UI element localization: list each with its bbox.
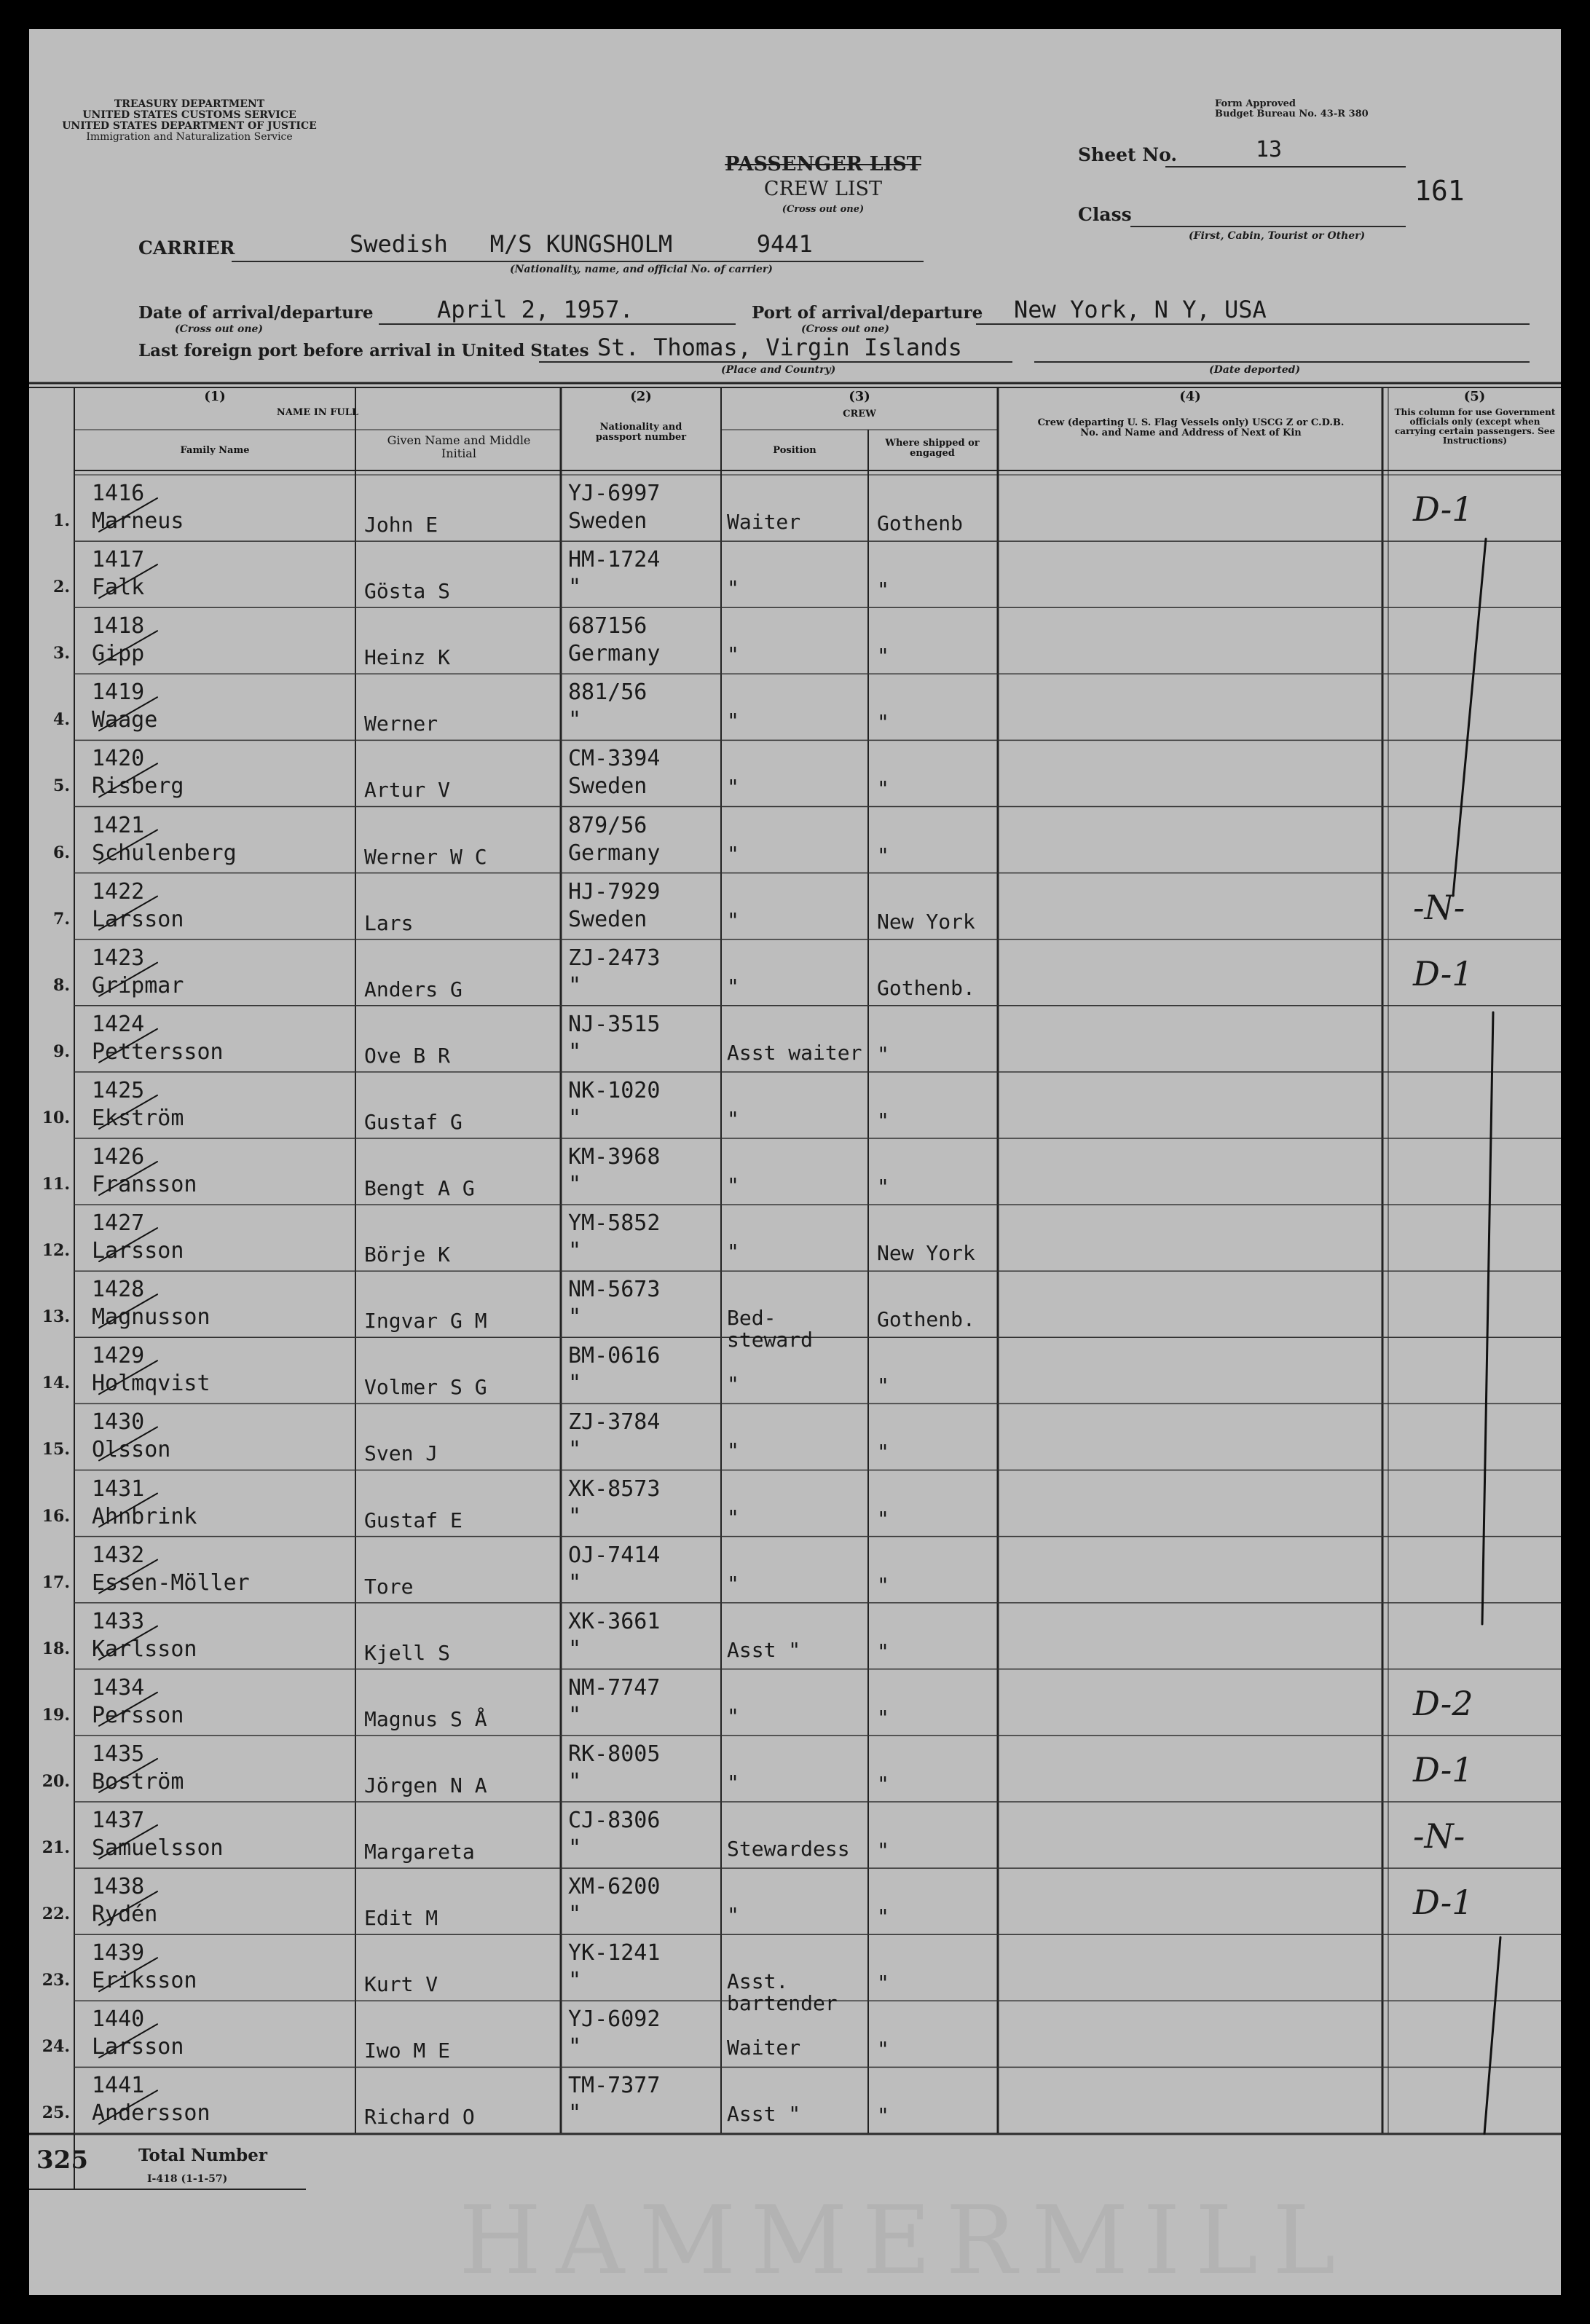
where-shipped: " [877, 1440, 889, 1465]
position-header: Position [773, 445, 816, 456]
position: " [727, 1770, 739, 1795]
total-number-label: Total Number [138, 2146, 268, 2165]
position: " [727, 1106, 739, 1131]
where-shipped-header: Where shipped or engaged [885, 438, 980, 459]
nationality: " [568, 1835, 582, 1861]
row-number: 23. [42, 1971, 70, 1990]
where-shipped: " [877, 1506, 889, 1531]
given-name: Ingvar G M [364, 1309, 487, 1334]
given-name: Gösta S [364, 579, 451, 604]
given-name: Werner [364, 712, 438, 736]
where-shipped: New York [877, 1241, 975, 1266]
nationality: Germany [568, 641, 661, 667]
table-row [29, 1403, 1561, 1470]
title-note: (Cross out one) [782, 204, 865, 215]
given-name: Artur V [364, 778, 451, 803]
position: " [727, 1240, 739, 1264]
where-shipped: " [877, 1771, 889, 1796]
crew-id: 1437 [92, 1808, 145, 1833]
table-row [29, 1802, 1561, 1868]
passport-number: 879/56 [568, 812, 648, 838]
family-name: Ahnbrink [92, 1503, 197, 1529]
position: " [727, 576, 739, 601]
position: " [727, 775, 739, 800]
row-number: 17. [42, 1572, 70, 1592]
crew-id: 1425 [92, 1077, 145, 1103]
official-mark: -N- [1413, 887, 1465, 927]
family-name: Olsson [92, 1437, 171, 1463]
given-name: Bengt A G [364, 1176, 475, 1200]
where-shipped: Gothenb. [877, 1307, 975, 1332]
crew-id: 1430 [92, 1409, 145, 1435]
crew-id: 1418 [92, 613, 145, 639]
where-shipped: " [877, 1572, 889, 1597]
nationality: Sweden [568, 508, 648, 534]
crew-id: 1422 [92, 878, 145, 905]
family-name: Larsson [92, 1238, 184, 1264]
sheet-no-label: Sheet No. [1078, 144, 1178, 165]
family-name: Gripmar [92, 972, 184, 998]
nationality: Sweden [568, 773, 648, 800]
position: " [727, 974, 739, 998]
deported-note: (Date deported) [1209, 364, 1301, 376]
official-mark: D-2 [1413, 1683, 1473, 1723]
where-shipped: " [877, 843, 889, 867]
given-name: Iwo M E [364, 2039, 451, 2063]
given-name: Ove B R [364, 1043, 451, 1068]
budget-number: Budget Bureau No. 43-R 380 [1215, 109, 1369, 119]
where-shipped: " [877, 1175, 889, 1199]
where-shipped: " [877, 1705, 889, 1730]
class-value: 161 [1414, 175, 1465, 207]
crew-id: 1439 [92, 1940, 145, 1966]
crew-id: 1438 [92, 1874, 145, 1900]
row-number: 10. [42, 1108, 70, 1127]
family-name: Waage [92, 707, 158, 733]
family-name: Gipp [92, 641, 145, 667]
given-name: John E [364, 513, 438, 537]
where-shipped: " [877, 1905, 889, 1929]
carrier-value: Swedish M/S KUNGSHOLM 9441 [350, 230, 813, 258]
crew-id: 1419 [92, 680, 145, 706]
arrival-date-label: Date of arrival/departure [138, 303, 374, 323]
row-number: 1. [53, 511, 70, 530]
col4-header [998, 389, 1382, 404]
position: " [727, 1903, 739, 1928]
family-name: Holmqvist [92, 1371, 210, 1397]
nationality: " [568, 972, 582, 998]
crew-id: 1432 [92, 1542, 145, 1568]
crew-id: 1427 [92, 1210, 145, 1237]
watermark: HAMMERMILL [459, 2185, 1350, 2295]
passport-number: YK-1241 [568, 1940, 661, 1966]
given-name: Volmer S G [364, 1375, 487, 1400]
agency-line: Immigration and Naturalization Service [86, 131, 293, 143]
last-port-note: (Place and Country) [721, 364, 836, 376]
carrier-label: CARRIER [138, 237, 235, 259]
crew-id: 1424 [92, 1011, 145, 1037]
crew-id: 1428 [92, 1277, 145, 1303]
position: " [727, 642, 739, 667]
agency-line: UNITED STATES CUSTOMS SERVICE [82, 109, 296, 121]
where-shipped: " [877, 2037, 889, 2062]
given-name: Richard O [364, 2105, 475, 2130]
table-row [29, 873, 1561, 940]
where-shipped: New York [877, 909, 975, 934]
nationality-header: Nationality and passport number [595, 422, 687, 443]
where-shipped: " [877, 710, 889, 735]
official-mark: D-1 [1413, 953, 1473, 993]
family-name-header: Family Name [180, 445, 250, 456]
row-number: 14. [42, 1374, 70, 1393]
family-name: Rydén [92, 1902, 158, 1928]
family-name: Fransson [92, 1172, 197, 1197]
family-name: Falk [92, 575, 145, 601]
nationality: " [568, 1437, 582, 1463]
position: " [727, 1372, 739, 1397]
row-number: 18. [42, 1639, 70, 1658]
crew-id: 1416 [92, 481, 145, 506]
crew-id: 1434 [92, 1674, 145, 1701]
passport-number: HM-1724 [568, 547, 661, 573]
nationality: " [568, 1304, 582, 1331]
position: Asst waiter [727, 1040, 862, 1065]
given-name: Margareta [364, 1840, 475, 1864]
nationality: " [568, 1172, 582, 1197]
agency-line: TREASURY DEPARTMENT [114, 98, 265, 110]
passport-number: ZJ-3784 [568, 1409, 661, 1435]
given-name-header: Given Name and Middle Initial [387, 433, 531, 460]
position: Waiter [727, 2036, 801, 2060]
nationality: " [568, 1636, 582, 1662]
nationality: " [568, 1902, 582, 1928]
passport-number: HJ-7929 [568, 878, 661, 905]
crew-id: 1433 [92, 1608, 145, 1634]
family-name: Andersson [92, 2100, 210, 2127]
row-number: 11. [42, 1175, 70, 1194]
col1-title: NAME IN FULL [276, 407, 359, 418]
given-name: Kurt V [364, 1972, 438, 1997]
official-mark: D-1 [1413, 1883, 1473, 1923]
position-line2: steward [727, 1328, 814, 1352]
nationality: " [568, 1238, 582, 1264]
next-of-kin-header: Crew (departing U. S. Flag Vessels only) USCG Z or C.D.B. No. and Name and Address of Next of Kin [1037, 417, 1345, 438]
last-port-label: Last foreign port before arrival in United States [138, 341, 589, 361]
family-name: Larsson [92, 2034, 184, 2060]
passport-number: RK-8005 [568, 1741, 661, 1767]
position: " [727, 841, 739, 866]
position: Asst " [727, 1637, 801, 1662]
table-row [29, 2001, 1561, 2067]
passport-number: CJ-8306 [568, 1808, 661, 1833]
port-label: Port of arrival/departure [752, 303, 983, 323]
given-name: Kjell S [364, 1640, 451, 1665]
passport-number: NM-7747 [568, 1674, 661, 1701]
col2-number: (2) [630, 389, 652, 404]
passport-number: TM-7377 [568, 2073, 661, 2099]
class-label: Class [1078, 204, 1132, 225]
family-name: Marneus [92, 508, 184, 534]
position: Waiter [727, 510, 801, 534]
row-number: 12. [42, 1241, 70, 1261]
official-mark: D-1 [1413, 489, 1473, 529]
nationality: " [568, 2034, 582, 2060]
nationality: Sweden [568, 906, 648, 932]
family-name: Schulenberg [92, 840, 237, 866]
position: " [727, 1571, 739, 1596]
passenger-list-title: PASSENGER LIST [725, 153, 921, 176]
table-row [29, 1072, 1561, 1138]
passport-number: YJ-6092 [568, 2006, 661, 2033]
nationality: " [568, 1105, 582, 1131]
carrier-note: (Nationality, name, and official No. of carrier) [510, 264, 773, 275]
nationality: " [568, 1039, 582, 1065]
crew-id: 1440 [92, 2006, 145, 2033]
where-shipped: " [877, 1108, 889, 1133]
where-shipped: " [877, 1374, 889, 1398]
row-number: 16. [42, 1506, 70, 1526]
table-row [29, 1537, 1561, 1603]
where-shipped: " [877, 1639, 889, 1663]
position: " [727, 1438, 739, 1463]
col5-header [1388, 389, 1561, 404]
position: " [727, 1173, 739, 1197]
nationality: " [568, 1503, 582, 1529]
crew-list-form [29, 29, 1561, 2295]
col3-header [721, 389, 998, 404]
official-mark: -N- [1413, 1816, 1465, 1856]
where-shipped: " [877, 1041, 889, 1066]
passport-number: XK-3661 [568, 1608, 661, 1634]
row-number: 20. [42, 1771, 70, 1791]
table-row [29, 1006, 1561, 1072]
given-name: Lars [364, 910, 414, 935]
nationality: " [568, 1768, 582, 1795]
class-note: (First, Cabin, Tourist or Other) [1189, 230, 1366, 242]
nationality: " [568, 707, 582, 733]
table-row [29, 1271, 1561, 1352]
arrival-date-value: April 2, 1957. [437, 296, 634, 323]
row-number: 8. [53, 975, 70, 995]
passport-number: NK-1020 [568, 1077, 661, 1103]
table-row [29, 1337, 1561, 1403]
col3-number: (3) [849, 389, 870, 404]
family-name: Samuelsson [92, 1835, 224, 1861]
passport-number: OJ-7414 [568, 1542, 661, 1568]
table-row [29, 475, 1561, 541]
crew-id: 1431 [92, 1476, 145, 1502]
row-number: 19. [42, 1705, 70, 1725]
nationality: " [568, 1702, 582, 1728]
passport-number: CM-3394 [568, 746, 661, 772]
table-row [29, 1603, 1561, 1669]
row-number: 7. [53, 909, 70, 929]
row-number: 6. [53, 843, 70, 862]
passport-number: YM-5852 [568, 1210, 661, 1237]
crew-id: 1423 [92, 945, 145, 971]
family-name: Boström [92, 1768, 184, 1795]
official-mark: D-1 [1413, 1749, 1473, 1789]
table-row [29, 1669, 1561, 1736]
row-number: 3. [53, 644, 70, 663]
table-row [29, 1736, 1561, 1802]
given-name: Gustaf E [364, 1508, 463, 1532]
official-use-header: This column for use Government officials only (except when carrying certain passengers. See Instructions) [1394, 407, 1556, 446]
sheet-number: 13 [1256, 137, 1283, 162]
table-row [29, 1934, 1561, 2016]
table-row [29, 2067, 1561, 2133]
given-name: Werner W C [364, 844, 487, 869]
given-name: Jörgen N A [364, 1773, 487, 1797]
where-shipped: " [877, 1838, 889, 1862]
col2-header [561, 389, 721, 404]
row-number: 2. [53, 578, 70, 597]
passport-number: YJ-6997 [568, 481, 661, 506]
given-name: Heinz K [364, 645, 451, 670]
crew-id: 1441 [92, 2073, 145, 2099]
crew-id: 1429 [92, 1343, 145, 1369]
row-number: 25. [42, 2103, 70, 2123]
table-row [29, 1138, 1561, 1205]
crew-id: 1420 [92, 746, 145, 772]
crew-list-title: CREW LIST [763, 178, 883, 200]
form-number: I-418 (1-1-57) [147, 2173, 228, 2185]
given-name: Tore [364, 1574, 414, 1599]
given-name: Gustaf G [364, 1109, 463, 1134]
row-number: 13. [42, 1307, 70, 1327]
given-name: Sven J [364, 1441, 438, 1466]
row-number: 5. [53, 776, 70, 796]
family-name: Ekström [92, 1105, 184, 1131]
nationality: Germany [568, 840, 661, 866]
where-shipped: " [877, 1971, 889, 1996]
given-name: Magnus S Å [364, 1706, 487, 1731]
passport-number: NM-5673 [568, 1277, 661, 1303]
table-row [29, 740, 1561, 806]
passport-number: XM-6200 [568, 1874, 661, 1900]
position: " [727, 1505, 739, 1529]
crew-header: CREW [843, 409, 876, 419]
position: " [727, 709, 739, 733]
table-row [29, 1868, 1561, 1934]
position: " [727, 907, 739, 932]
passport-number: 881/56 [568, 680, 648, 706]
arrival-note: (Cross out one) [175, 323, 264, 335]
crew-id: 1426 [92, 1144, 145, 1170]
row-number: 9. [53, 1041, 70, 1061]
col1-number: (1) [204, 389, 226, 404]
given-name: Börje K [364, 1242, 451, 1267]
table-row [29, 674, 1561, 740]
col5-number: (5) [1463, 389, 1486, 404]
nationality: " [568, 1968, 582, 1994]
where-shipped: Gothenb. [877, 975, 975, 1000]
port-value: New York, N Y, USA [1014, 296, 1267, 323]
crew-id: 1417 [92, 547, 145, 573]
position: Asst. [727, 1969, 789, 1994]
last-port-value: St. Thomas, Virgin Islands [597, 334, 962, 361]
row-number: 21. [42, 1838, 70, 1857]
passport-number: NJ-3515 [568, 1011, 661, 1037]
total-count: 325 [36, 2146, 88, 2175]
where-shipped: " [877, 2103, 889, 2128]
family-name: Larsson [92, 906, 184, 932]
family-name: Magnusson [92, 1304, 210, 1331]
family-name: Eriksson [92, 1968, 197, 1994]
passport-number: BM-0616 [568, 1343, 661, 1369]
position-line2: bartender [727, 1991, 838, 2016]
passport-number: KM-3968 [568, 1144, 661, 1170]
where-shipped: " [877, 578, 889, 602]
family-name: Essen-Möller [92, 1569, 250, 1596]
nationality: " [568, 2100, 582, 2127]
crew-id: 1435 [92, 1741, 145, 1767]
col4-number: (4) [1179, 389, 1201, 404]
crew-id: 1421 [92, 812, 145, 838]
position: Bed- [727, 1306, 776, 1331]
table-row [29, 940, 1561, 1006]
where-shipped: " [877, 644, 889, 669]
row-number: 22. [42, 1905, 70, 1924]
given-name: Edit M [364, 1906, 438, 1931]
family-name: Pettersson [92, 1039, 224, 1065]
nationality: " [568, 1569, 582, 1596]
port-note: (Cross out one) [801, 323, 890, 335]
row-number: 15. [42, 1440, 70, 1460]
table-row [29, 807, 1561, 873]
col1-header [74, 389, 355, 404]
table-row [29, 541, 1561, 607]
position: " [727, 1703, 739, 1728]
passport-number: XK-8573 [568, 1476, 661, 1502]
table-row [29, 1205, 1561, 1271]
where-shipped: Gothenb [877, 511, 964, 535]
passport-number: ZJ-2473 [568, 945, 661, 971]
row-number: 4. [53, 710, 70, 730]
family-name: Persson [92, 1702, 184, 1728]
where-shipped: " [877, 776, 889, 801]
row-number: 24. [42, 2037, 70, 2057]
table-row [29, 1470, 1561, 1537]
family-name: Karlsson [92, 1636, 197, 1662]
given-name: Anders G [364, 977, 463, 1001]
position: Stewardess [727, 1837, 850, 1861]
family-name: Risberg [92, 773, 184, 800]
position: Asst " [727, 2102, 801, 2127]
agency-line: UNITED STATES DEPARTMENT OF JUSTICE [62, 120, 317, 132]
form-approved-text: Form Approved [1215, 98, 1296, 109]
nationality: " [568, 1371, 582, 1397]
nationality: " [568, 575, 582, 601]
table-row [29, 607, 1561, 674]
passport-number: 687156 [568, 613, 648, 639]
